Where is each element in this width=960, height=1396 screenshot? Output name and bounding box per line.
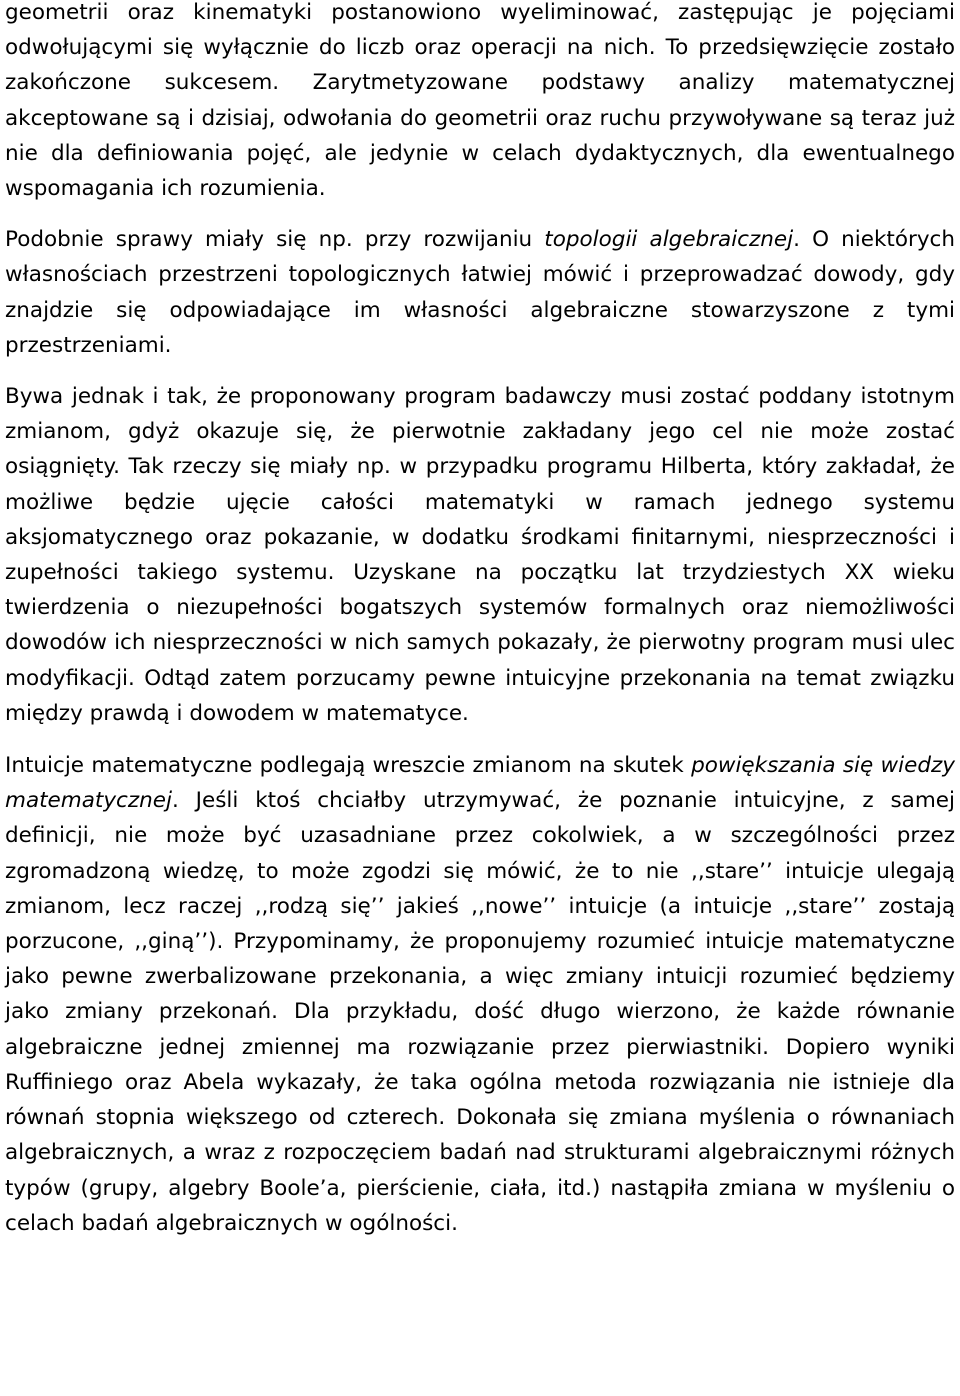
- emphasized-term: powiększania się wiedzy matematycznej: [5, 753, 955, 814]
- emphasized-term: topologii algebraicznej: [544, 227, 794, 253]
- paragraph-text: geometrii oraz kinematyki postanowiono wyeliminować, zastępując je pojęciami odwołującymi się wyłącznie do liczb oraz operacji na nich. To przedsięwzięcie zostało zakończone sukcesem. Zarytmetyzowane podstawy analizy matematycznej akceptowane są i dzisiaj, odwołania do geometrii oraz ruchu przywoływane są teraz już nie dla definiowania pojęć, ale jedynie w celach dydaktycznych, dla ewentualnego wspomagania ich rozumienia.: [5, 0, 955, 202]
- paragraph-text: . O niektórych własnościach przestrzeni topologicznych łatwiej mówić i przeprowadzać dowody, gdy znajdzie się odpowiadające im własności algebraiczne stowarzyszone z tymi przestrzeniami.: [5, 227, 955, 358]
- paragraph-text: Podobnie sprawy miały się np. przy rozwijaniu: [5, 227, 545, 253]
- paragraph-text: Bywa jednak i tak, że proponowany program badawczy musi zostać poddany istotnym zmianom, gdyż okazuje się, że pierwotnie zakładany jego cel nie może zostać osiągnięty. Tak rzeczy się miały np. w przypadku programu Hilberta, który zakładał, że możliwe będzie ujęcie całości matematyki w ramach jednego systemu aksjomatycznego oraz pokazanie, w dodatku środkami finitarnymi, niesprzeczności i zupełności takiego systemu. Uzyskane na początku lat trzydziestych XX wieku twierdzenia o niezupełności bogatszych systemów formalnych oraz niemożliwości dowodów ich niesprzeczności w nich samych pokazały, że pierwotny program musi ulec modyfikacji. Odtąd zatem porzucamy pewne intuicyjne przekonania na temat związku między prawdą i dowodem w matematyce.: [5, 384, 955, 726]
- paragraph-text: . Jeśli ktoś chciałby utrzymywać, że poznanie intuicyjne, z samej definicji, nie może być uzasadniane przez cokolwiek, a w szczególności przez zgromadzoną wiedzę, to może zgodzi się mówić, że to nie ,,stare’’ intuicje ulegają zmianom, lecz raczej ,,rodzą się’’ jakieś ,,nowe’’ intuicje (a intuicje ,,stare’’ zostają porzucone, ,,giną’’). Przypominamy, że proponujemy rozumieć intuicje matematyczne jako pewne zwerbalizowane przekonania, a więc zmiany intuicji rozumieć będziemy jako zmiany przekonań. Dla przykładu, dość długo wierzono, że każde równanie algebraiczne jednej zmiennej ma rozwiązanie przez pierwiastniki. Dopiero wyniki Ruffiniego oraz Abela wykazały, że taka ogólna metoda rozwiązania nie istnieje dla równań stopnia większego od czterech. Dokonała się zmiana myślenia o równaniach algebraicznych, a wraz z rozpoczęciem badań nad strukturami algebraicznymi różnych typów (grupy, algebry Boole’a, pierścienie, ciała, itd.) nastąpiła zmiana w myśleniu o celach badań algebraicznych w ogólności.: [5, 788, 955, 1236]
- paragraph-text: Intuicje matematyczne podlegają wreszcie zmianom na skutek: [5, 753, 692, 779]
- paragraph-arithmetization: [5, 0, 955, 206]
- paragraph-hilbert-program: [5, 379, 955, 731]
- paragraph-intuition-change: [5, 748, 955, 1241]
- paragraph-algebraic-topology: [5, 222, 955, 363]
